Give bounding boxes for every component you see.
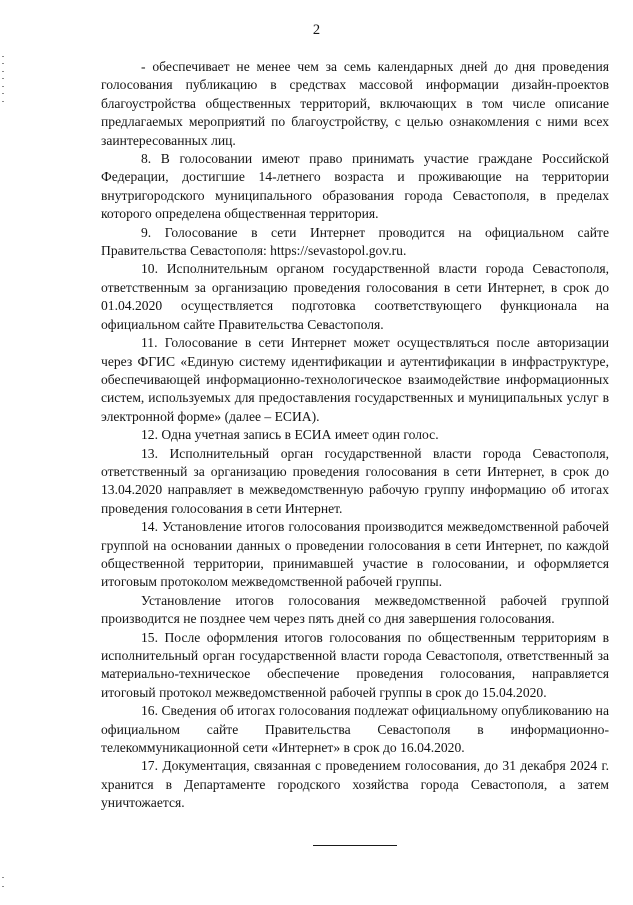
paragraph: 8. В голосовании имеют право принимать участие граждане Российской Федерации, достигшие 14-летнего возраста и проживающие на территории внутригородского муниципального образования города Севастополя, в пределах которого определена общественная территория. — [101, 151, 609, 222]
paragraph: 11. Голосование в сети Интернет может осуществляться после авторизации через ФГИС «Единую систему идентификации и аутентификации в инфраструктуре, обеспечивающей информационно-технологическое взаимодействие информационных систем, используемых для предоставления государственных и муниципальных услуг в электронной форме» (далее – ЕСИА). — [101, 335, 609, 424]
paragraph: 15. После оформления итогов голосования по общественным территориям в исполнительный орган государственной власти города Севастополя, ответственный за материально-техническое обеспечение проведения голосования, направляется итоговый протокол межведомственной рабочей группы в срок до 15.04.2020. — [101, 629, 609, 700]
scan-margin-mark — [2, 63, 4, 64]
paragraph: 10. Исполнительным органом государственной власти города Севастополя, ответственным за организацию проведения голосования в сети Интернет, в срок до 01.04.2020 осуществляется подготовка соответствующего функционала на официальном сайте Правительства Севастополя. — [101, 261, 609, 332]
paragraph: - обеспечивает не менее чем за семь календарных дней до дня проведения голосования публикацию в средствах массовой информации дизайн-проектов благоустройства общественных территорий, включающих в том числе описание предлагаемых мероприятий по благоустройству, с целью ознакомления с ними всех заинтересованных лиц. — [101, 59, 609, 148]
paragraph: 16. Сведения об итогах голосования подлежат официальному опубликованию на официальном сайте Правительства Севастополя в информационно-телекоммуникационной сети «Интернет» в срок до 16.04.2020. — [101, 703, 609, 756]
scan-margin-mark — [2, 86, 4, 87]
scan-margin-mark — [2, 78, 4, 79]
scan-margin-mark — [2, 56, 4, 57]
paragraph: 14. Установление итогов голосования производится межведомственной рабочей группой на основании данных о проведении голосования в сети Интернет, по каждой общественной территории, принимавшей участие в голосовании, и оформляется итоговым протоколом межведомственной рабочей группы. — [101, 519, 609, 590]
scan-margin-mark — [2, 93, 4, 94]
scan-margin-mark — [2, 71, 4, 72]
paragraph: 12. Одна учетная запись в ЕСИА имеет один голос. — [141, 427, 439, 443]
scan-margin-mark — [2, 101, 4, 102]
scan-margin-mark — [2, 886, 4, 887]
page-number: 2 — [312, 22, 321, 38]
scan-margin-mark — [2, 877, 4, 878]
paragraph: 17. Документация, связанная с проведением голосования, до 31 декабря 2024 г. хранится в Департаменте городского хозяйства города Севастополя, а затем уничтожается. — [101, 758, 609, 811]
paragraph: 13. Исполнительный орган государственной власти города Севастополя, ответственный за организацию проведения голосования в сети Интернет, в срок до 13.04.2020 направляет в межведомственную рабочую группу информацию об итогах проведения голосования в сети Интернет. — [101, 445, 609, 516]
paragraph: Установление итогов голосования межведомственной рабочей группой производится не позднее чем через пять дней со дня завершения голосования. — [101, 592, 609, 627]
paragraph: 9. Голосование в сети Интернет проводится на официальном сайте Правительства Севастополя: https://sevastopol.gov.ru. — [101, 224, 609, 259]
document-body — [101, 58, 609, 813]
end-of-text-rule — [313, 845, 397, 846]
